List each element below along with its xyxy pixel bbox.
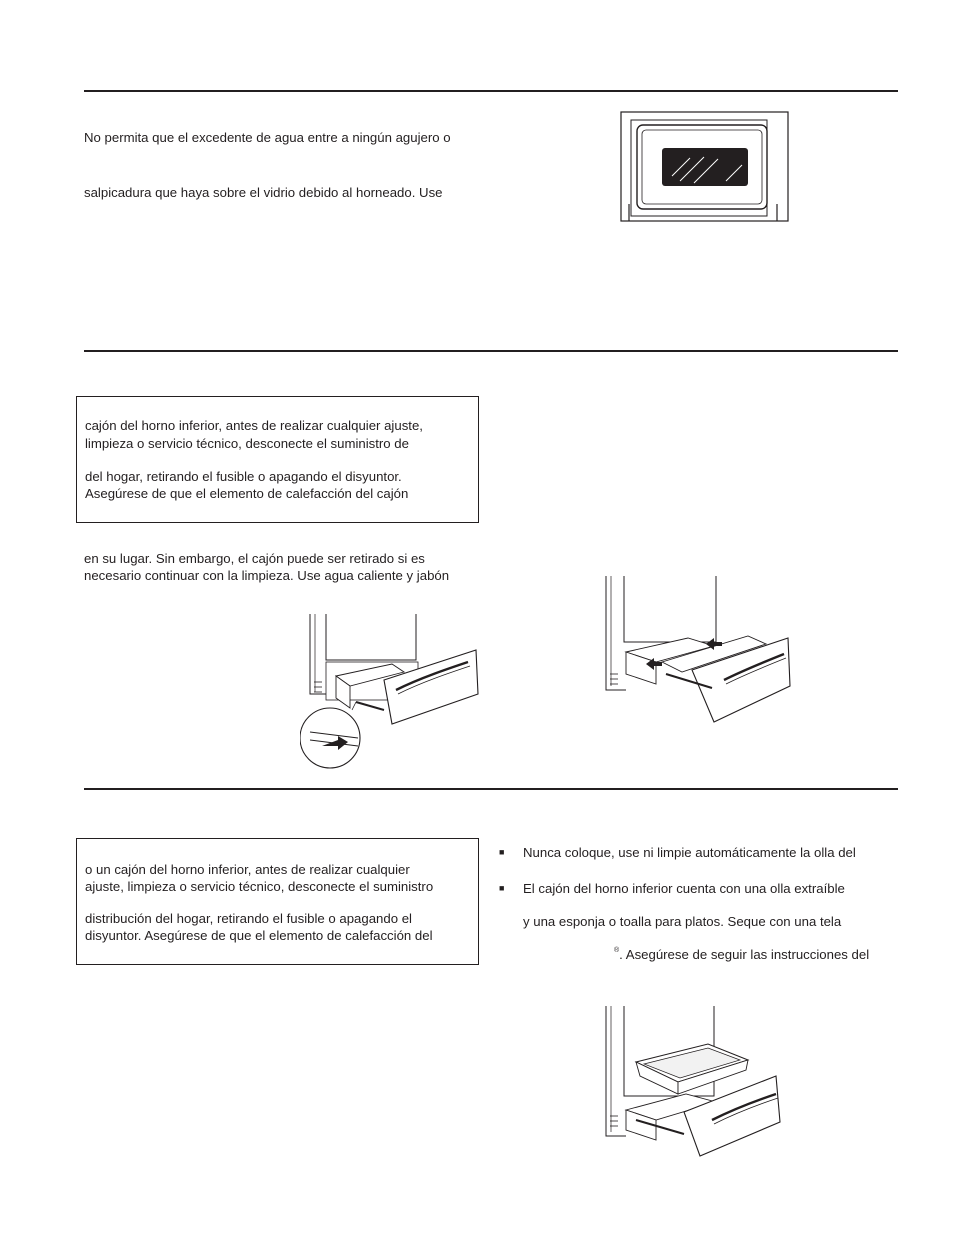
- bullet-continuation-line: y una esponja o toalla para platos. Seque con una tela: [523, 914, 842, 929]
- drawer-text-line-2: necesario continuar con la limpieza. Use agua caliente y jabón: [84, 568, 450, 583]
- warning-line: ajuste, limpieza o servicio técnico, desconecte el suministro: [85, 879, 434, 894]
- bullet-last-line: [614, 946, 869, 963]
- registered-mark: ®: [614, 947, 620, 954]
- drawer-text-line-1: en su lugar. Sin embargo, el cajón puede ser retirado si es: [84, 551, 425, 566]
- section-divider-3: [84, 788, 898, 790]
- warning-line: Asegúrese de que el elemento de calefacción del cajón: [85, 486, 409, 501]
- section-divider-2: [84, 350, 898, 352]
- bullet-text-1: Nunca coloque, use ni limpie automáticamente la olla del: [523, 845, 856, 860]
- drawer-pull-out-illustration: [596, 574, 792, 724]
- warning-line: distribución del hogar, retirando el fusible o apagando el: [85, 911, 412, 926]
- warning-box-pan: [76, 838, 479, 965]
- bullet-last-line-text: . Asegúrese de seguir las instrucciones del: [619, 947, 870, 962]
- bullet-marker: ■: [499, 883, 505, 893]
- warning-line: disyuntor. Asegúrese de que el elemento de calefacción del: [85, 928, 433, 943]
- drawer-rail-release-illustration: [300, 612, 486, 772]
- warning-line: del hogar, retirando el fusible o apagando el disyuntor.: [85, 469, 402, 484]
- bullet-text-2: El cajón del horno inferior cuenta con una olla extraíble: [523, 881, 845, 896]
- bullet-marker: ■: [499, 847, 505, 857]
- door-glass-text-line-1: No permita que el excedente de agua entre a ningún agujero o: [84, 130, 451, 145]
- warning-line: o un cajón del horno inferior, antes de realizar cualquier: [85, 862, 410, 877]
- section-divider-1: [84, 90, 898, 92]
- oven-door-illustration: [620, 111, 790, 223]
- door-glass-text-line-2: salpicadura que haya sobre el vidrio debido al horneado. Use: [84, 185, 443, 200]
- warning-line: limpieza o servicio técnico, desconecte el suministro de: [85, 436, 409, 451]
- warning-line: cajón del horno inferior, antes de realizar cualquier ajuste,: [85, 418, 423, 433]
- drawer-pan-illustration: [596, 1004, 786, 1160]
- warning-box-drawer: [76, 396, 479, 523]
